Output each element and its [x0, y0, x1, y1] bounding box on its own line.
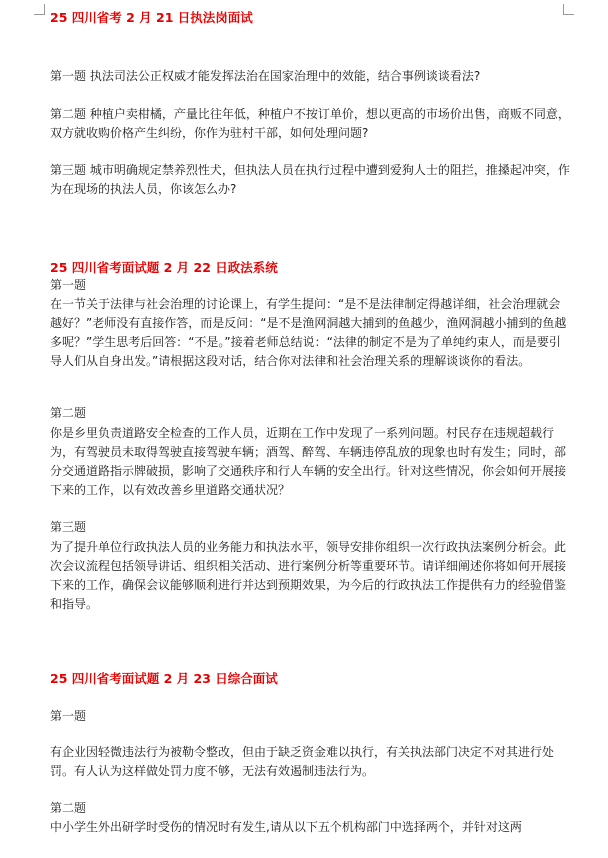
- question-paragraph: 第二题 种植户卖柑橘，产量比往年低，种植户不按订单价，想以更高的市场价出售，商贩不同意，双方就收购价格产生纠纷，你作为驻村干部，如何处理问题?: [50, 107, 570, 140]
- question-paragraph: 你是乡里负责道路安全检查的工作人员，近期在工作中发现了一系列问题。村民存在违规超载行为，有驾驶员未取得驾驶直接驾驶车辆；酒驾、醉驾、车辆违停乱放的现象也时有发生；同时，部分交通道路指示牌破损，影响了交通秩序和行人车辆的安全出行。针对这些情况，你会如何开展接下来的工作，以有效改善乡里道路交通状况？: [50, 426, 567, 497]
- question-label: 第三题: [50, 520, 87, 534]
- question-label: 第二题: [50, 406, 87, 420]
- question-label: 第一题: [50, 278, 87, 292]
- section-heading: 25 四川省考 2 月 21 日执法岗面试: [50, 10, 253, 25]
- question-paragraph: 有企业因轻微违法行为被勒令整改，但由于缺乏资金难以执行，有关执法部门决定不对其进行处罚。有人认为这样做处罚力度不够，无法有效遏制违法行为。: [50, 745, 555, 778]
- question-paragraph: 第三题 城市明确规定禁养烈性犬，但执法人员在执行过程中遭到爱狗人士的阻拦，推搡起冲突，作为在现场的执法人员，你该怎么办?: [50, 163, 570, 196]
- section-heading: 25 四川省考面试题 2 月 22 日政法系统: [50, 260, 278, 275]
- question-paragraph: 中小学生外出研学时受伤的情况时有发生,请从以下五个机构部门中选择两个，并针对这两: [50, 820, 522, 834]
- question-paragraph: 第一题 执法司法公正权威才能发挥法治在国家治理中的效能，结合事例谈谈看法?: [50, 69, 481, 83]
- question-paragraph: 为了提升单位行政执法人员的业务能力和执法水平，领导安排你组织一次行政执法案例分析会。此次会议流程包括领导讲话、组织相关活动、进行案例分析等重要环节。请详细阐述你将如何开展接下来的工作，确保会议能够顺利进行并达到预期效果，为今后的行政执法工作提供有力的经验借鉴和指导。: [50, 540, 567, 611]
- question-label: 第一题: [50, 709, 87, 723]
- section-heading: 25 四川省考面试题 2 月 23 日综合面试: [50, 671, 278, 686]
- question-paragraph: 在一节关于法律与社会治理的讨论课上，有学生提问：“是不是法律制定得越详细，社会治理就会越好？”老师没有直接作答，而是反问：“是不是渔网洞越大捕到的鱼越少，渔网洞越小捕到的鱼越多呢？”学生思考后回答：“不是。”接着老师总结说：“法律的制定不是为了单纯约束人，而是要引导人们从自身出发。”请根据这段对话，结合你对法律和社会治理关系的理解谈谈你的看法。: [50, 297, 567, 368]
- page-corner-mark: [34, 4, 45, 15]
- question-label: 第二题: [50, 801, 87, 815]
